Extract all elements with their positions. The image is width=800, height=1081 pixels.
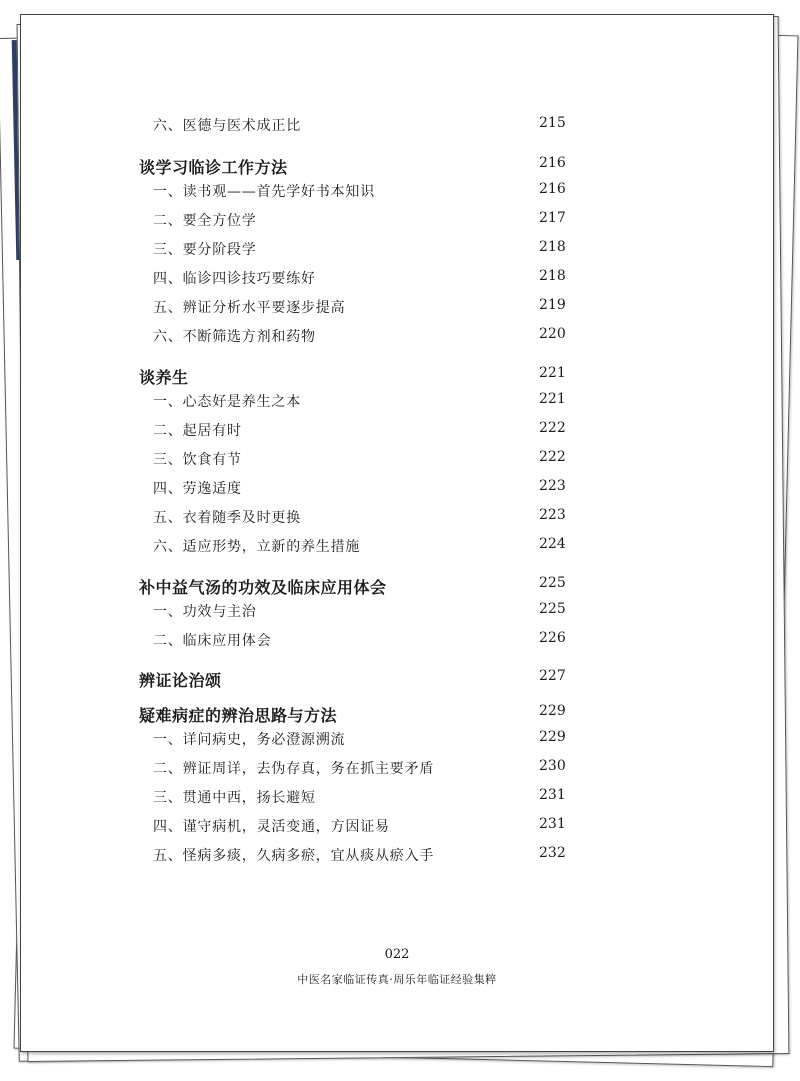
toc-entry-title: 一、读书观——首先学好书本知识: [153, 184, 375, 200]
toc-page-number: 229: [539, 729, 566, 745]
toc-entry: [21, 478, 773, 502]
toc-heading: [21, 365, 773, 389]
toc-entry-title: 三、贯通中西，扬长避短: [153, 790, 316, 806]
toc-entry-title: 六、医德与医术成正比: [153, 118, 301, 134]
toc-entry-title: 疑难病症的辨治思路与方法: [139, 706, 338, 725]
toc-page-number: 222: [539, 449, 566, 465]
toc-entry-title: 补中益气汤的功效及临床应用体会: [139, 578, 387, 597]
toc-entry-title: 六、适应形势，立新的养生措施: [153, 539, 361, 555]
toc-page-number: 226: [539, 630, 566, 646]
toc-entry-title: 五、衣着随季及时更换: [153, 510, 301, 526]
toc-entry: [21, 630, 773, 654]
toc-entry: [21, 420, 773, 444]
toc-page-number: 231: [539, 816, 566, 832]
toc-page-number: 227: [539, 668, 566, 684]
toc-heading: [21, 155, 773, 179]
toc-entry-title: 二、要全方位学: [153, 213, 257, 229]
toc-entry: [21, 115, 773, 139]
toc-entry: [21, 601, 773, 625]
toc-entry-title: 一、详问病史，务必澄源溯流: [153, 732, 346, 748]
toc-entry: [21, 758, 773, 782]
toc-page-number: 218: [539, 268, 566, 284]
toc-page-number: 231: [539, 787, 566, 803]
toc-heading: [21, 668, 773, 692]
toc-entry-title: 四、临诊四诊技巧要练好: [153, 271, 316, 287]
toc-entry-title: 六、不断筛选方剂和药物: [153, 329, 316, 345]
toc-entry-title: 一、功效与主治: [153, 604, 257, 620]
toc-entry-title: 五、辨证分析水平要逐步提高: [153, 300, 346, 316]
toc-page-number: 220: [539, 326, 566, 342]
toc-page-number: 225: [539, 575, 566, 591]
toc-entry-title: 四、劳逸适度: [153, 481, 242, 497]
toc-entry: [21, 391, 773, 415]
toc-entry: [21, 729, 773, 753]
toc-entry: [21, 210, 773, 234]
toc-entry-title: 二、辨证周详，去伪存真，务在抓主要矛盾: [153, 761, 435, 777]
toc-entry-title: 二、临床应用体会: [153, 633, 272, 649]
toc-entry-title: 三、要分阶段学: [153, 242, 257, 258]
toc-heading: [21, 703, 773, 727]
document-page: [20, 14, 774, 1052]
toc-entry: [21, 787, 773, 811]
toc-entry-title: 谈学习临诊工作方法: [139, 158, 288, 177]
toc-entry-title: 三、饮食有节: [153, 452, 242, 468]
toc-page-number: 221: [539, 365, 566, 381]
toc-entry: [21, 326, 773, 350]
toc-entry: [21, 507, 773, 531]
toc-page-number: 217: [539, 210, 566, 226]
toc-entry: [21, 268, 773, 292]
toc-entry: [21, 845, 773, 869]
toc-entry-title: 辨证论治颂: [139, 671, 222, 690]
toc-entry: [21, 297, 773, 321]
page-number: 022: [384, 947, 410, 962]
toc-entry-title: 五、怪病多痰，久病多瘀，宜从痰从瘀入手: [153, 848, 435, 864]
toc-heading: [21, 575, 773, 599]
toc-page-number: 230: [539, 758, 566, 774]
toc-page-number: 215: [539, 115, 566, 131]
toc-page-number: 232: [539, 845, 566, 861]
toc-page-number: 221: [539, 391, 566, 407]
toc-page-number: 219: [539, 297, 566, 313]
toc-entry-title: 四、谨守病机，灵活变通，方因证易: [153, 819, 390, 835]
toc-page-number: 222: [539, 420, 566, 436]
toc-entry: [21, 449, 773, 473]
toc-page-number: 216: [539, 181, 566, 197]
toc-page-number: 224: [539, 536, 566, 552]
toc-entry-title: 二、起居有时: [153, 423, 242, 439]
toc-page-number: 223: [539, 478, 566, 494]
toc-page-number: 223: [539, 507, 566, 523]
toc-entry: [21, 239, 773, 263]
toc-page-number: 218: [539, 239, 566, 255]
toc-entry-title: 谈养生: [139, 368, 189, 387]
toc-page-number: 229: [539, 703, 566, 719]
toc-entry: [21, 536, 773, 560]
toc-entry-title: 一、心态好是养生之本: [153, 394, 301, 410]
toc-page-number: 216: [539, 155, 566, 171]
toc-page-number: 225: [539, 601, 566, 617]
toc-entry: [21, 181, 773, 205]
book-title: 中医名家临证传真·周乐年临证经验集粹: [297, 973, 497, 986]
toc-entry: [21, 816, 773, 840]
